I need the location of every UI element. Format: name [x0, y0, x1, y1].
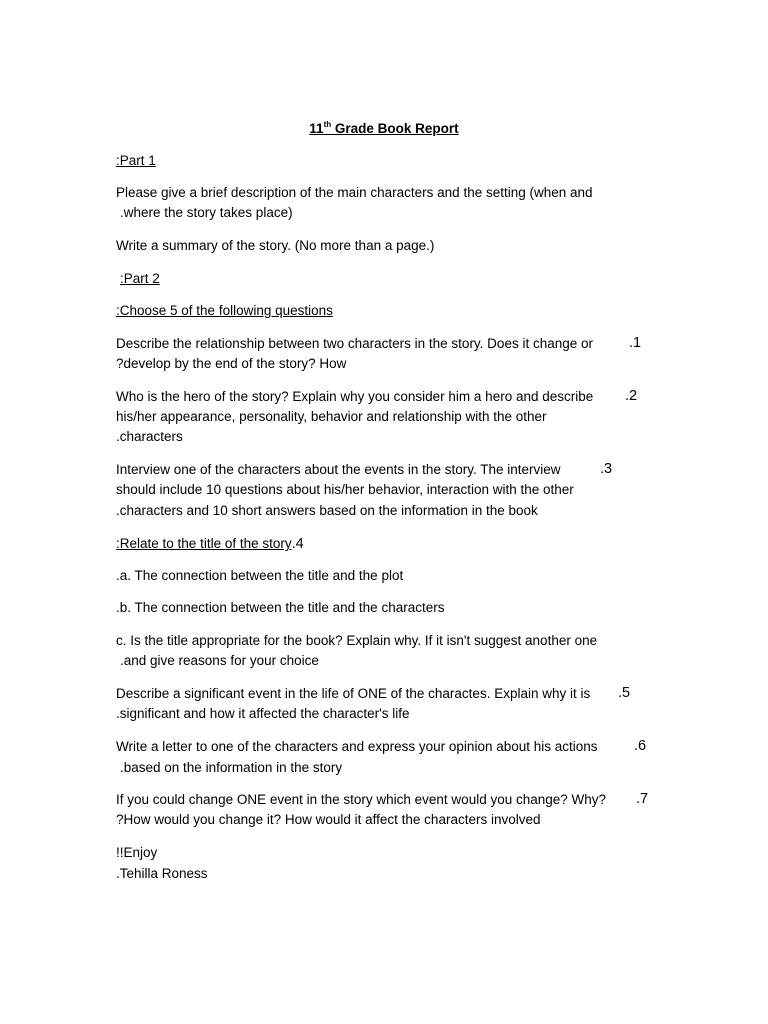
question1-line2: ?develop by the end of the story? How: [116, 356, 347, 371]
question5-number: .5: [618, 685, 631, 701]
question7-line2: ?How would you change it? How would it affect the characters involved: [116, 812, 541, 827]
question4-heading: [116, 536, 304, 552]
question6-line1: Write a letter to one of the characters and express your opinion about his actions: [116, 739, 598, 754]
question2-line2: his/her appearance, personality, behavior and relationship with the other: [116, 409, 547, 424]
question5-line1: Describe a significant event in the life of ONE of the charactes. Explain why it is: [116, 686, 591, 701]
question4-number: .4: [291, 536, 304, 552]
title-number: 11: [309, 121, 324, 136]
question3-line1: Interview one of the characters about the events in the story. The interview: [116, 462, 561, 477]
question4-item-a: .a. The connection between the title and the plot: [116, 568, 404, 583]
question6-line2: .based on the information in the story: [120, 760, 343, 775]
part1-paragraph1-line1: Please give a brief description of the main characters and the setting (when and: [116, 185, 593, 200]
question2-line1: Who is the hero of the story? Explain why you consider him a hero and describe: [116, 389, 594, 404]
question2-number: .2: [625, 388, 638, 404]
title-text: Grade Book Report: [334, 121, 459, 136]
part1-paragraph1-line2: .where the story takes place): [120, 205, 293, 220]
question4-text: Relate to the title of the story: [119, 536, 292, 551]
question7-number: .7: [636, 791, 649, 807]
question5-line2: .significant and how it affected the character's life: [116, 706, 410, 721]
closing-enjoy: !!Enjoy: [116, 845, 158, 860]
question3-line2: should include 10 questions about his/her behavior, interaction with the other: [116, 482, 574, 497]
part2-instruction: :Choose 5 of the following questions: [116, 303, 333, 318]
document-title: [0, 120, 768, 136]
title-superscript: th: [323, 120, 332, 129]
question1-number: .1: [629, 335, 642, 351]
question4-item-c-line1: c. Is the title appropriate for the book? Explain why. If it isn't suggest another one: [116, 633, 598, 648]
question7-line1: If you could change ONE event in the story which event would you change? Why?: [116, 792, 607, 807]
part1-heading: :Part 1: [116, 153, 156, 168]
part2-heading: :Part 2: [120, 271, 160, 286]
question4-item-b: .b. The connection between the title and the characters: [116, 600, 445, 615]
question2-line3: .characters: [116, 429, 183, 444]
question1-line1: Describe the relationship between two characters in the story. Does it change or: [116, 336, 593, 351]
question3-line3: .characters and 10 short answers based on the information in the book: [116, 503, 538, 518]
closing-signature: .Tehilla Roness: [116, 866, 208, 881]
question4-colon: :: [116, 536, 120, 551]
question3-number: .3: [600, 461, 613, 477]
part1-paragraph2: Write a summary of the story. (No more than a page.): [116, 238, 435, 253]
question6-number: .6: [634, 738, 647, 754]
question4-item-c-line2: .and give reasons for your choice: [120, 653, 319, 668]
